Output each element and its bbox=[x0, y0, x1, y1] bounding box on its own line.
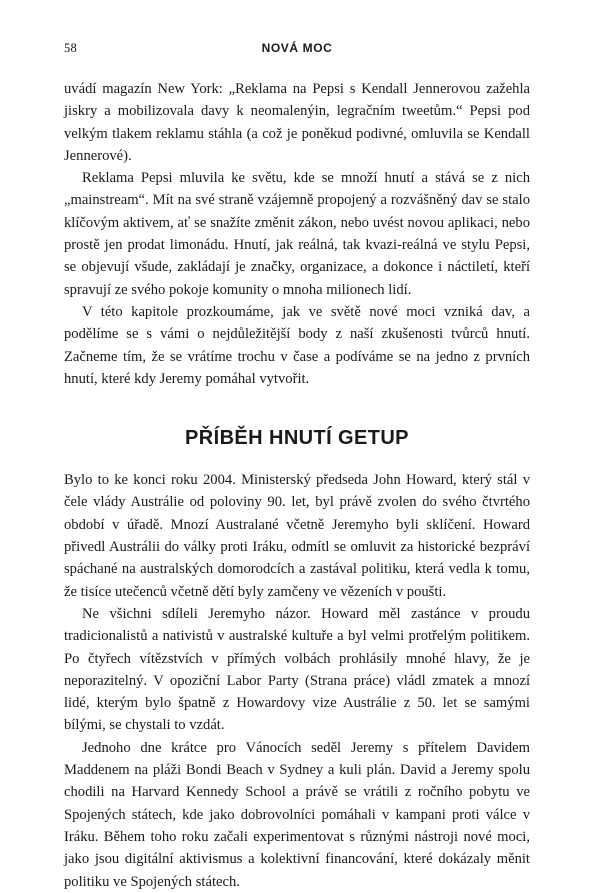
paragraph: Bylo to ke konci roku 2004. Ministerský předseda John Howard, který stál v čele vlády Austrálie od poloviny 90. let, byl právě zvolen do svého čtvrtého období v úřadě. Mnozí Australané včetně Jeremyho byli sklíčení. Howard přivedl Austrálii do války proti Iráku, odmítl se omluvit za historické bezpráví spáchané na australských domorodcích a zastával politiku, která vedla k tomu, že tisíce utečenců včetně dětí byly zamčeny ve vězeních v poušti. bbox=[64, 472, 530, 600]
page-header bbox=[64, 41, 530, 59]
paragraph: V této kapitole prozkoumáme, jak ve světě nové moci vzniká dav, a podělíme se s vámi o nejdůležitější body z naší zkušenosti tvůrců hnutí. Začneme tím, že se vrátíme trochu v čase a podíváme se na jedno z prvních hnutí, které kdy Jeremy pomáhal vytvořit. bbox=[64, 303, 530, 387]
body-text bbox=[64, 78, 530, 893]
paragraph: uvádí magazín New York: „Reklama na Pepsi s Kendall Jennerovou zažehla jiskry a mobilizovala davy k neomalenýin, legračním tweetům.“ Pepsi pod velkým tlakem reklamu stáhla (a což je poněkud podivné, omluvila se Kendall Jennerové). bbox=[64, 81, 530, 164]
section-heading: PŘÍBĚH HNUTÍ GETUP bbox=[185, 427, 409, 450]
paragraph: Ne všichni sdíleli Jeremyho názor. Howard měl zastánce v proudu tradicionalistů a nativistů v australské kultuře a byl velmi protřelým politikem. Po čtyřech vítězstvích v přímých volbách prohlásily mnohé hlavy, že je neporazitelný. V opoziční Labor Party (Strana práce) vládl zmatek a mnozí lidé, kterým bylo špatně z Howardovy vize Austrálie z 50. let se samými bílými, se chystali to vzdát. bbox=[64, 605, 530, 734]
running-head: NOVÁ MOC bbox=[261, 41, 333, 55]
page-number: 58 bbox=[64, 41, 78, 55]
paragraph: Reklama Pepsi mluvila ke světu, kde se množí hnutí a stává se z nich „mainstream“. Mít na své straně vzájemně propojený a rozvášněný dav se stalo klíčovým aktivem, ať se snažíte změnit zákon, nebo uvést novou aplikaci, nebo prostě jen prodat limonádu. Hnutí, jak reálná, tak kvazi-reálná ve stylu Pepsi, se objevují všude, zakládají je značky, organizace, a dokonce i náctiletí, kteří spravují ze svého pokoje komunity o mnoha milionech lidí. bbox=[64, 170, 530, 298]
paragraph: Jednoho dne krátce pro Vánocích seděl Jeremy s přítelem Davidem Maddenem na pláži Bondi Beach v Sydney a kuli plán. David a Jeremy spolu chodili na Harvard Kennedy School a právě se vrátili z ročního pobytu ve Spojených státech, kde jako dobrovolníci pomáhali v kampani proti válce v Iráku. Během toho roku začali experimentovat s různými nástroji nové moci, jako jsou digitální aktivismus a kolektivní financování, které dokázaly měnit politiku ve Spojených státech. bbox=[64, 739, 530, 890]
